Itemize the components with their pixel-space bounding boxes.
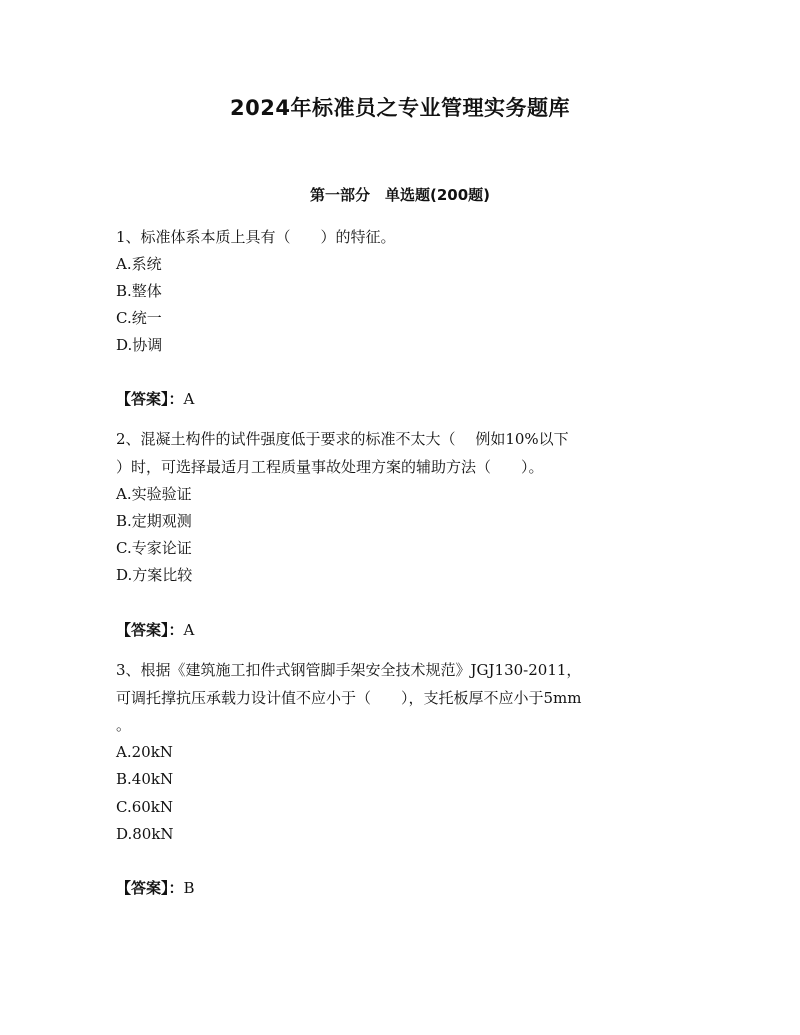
answer-value: A [183,390,195,408]
answer-label: 【答案】： [116,621,184,639]
question-3-stem-line-2: 可调托撑抗压承载力设计值不应小于（ ），支托板厚不应小于5mm [116,689,582,707]
question-3-option-d: D.80kN [116,825,174,843]
question-2-answer [116,618,194,642]
question-1-answer [116,387,194,411]
section-title: 第一部分 单选题(200题) [309,186,491,204]
question-3-stem-line-1: 3、根据《建筑施工扣件式钢管脚手架安全技术规范》JGJ130-2011， [116,661,582,679]
question-2-option-c: C.专家论证 [116,539,192,557]
question-1-option-c: C.统一 [116,309,162,327]
question-3-stem-line-3: 。 [116,716,132,734]
answer-label: 【答案】： [116,879,184,897]
question-3-option-a: A.20kN [116,743,173,761]
question-2-stem-line-1: 2、混凝土构件的试件强度低于要求的标准不太大（ 例如10%以下 [116,430,569,448]
question-1-option-b: B.整体 [116,282,162,300]
question-2-option-d: D.方案比较 [116,566,193,584]
question-1-option-d: D.协调 [116,336,163,354]
question-3-option-c: C.60kN [116,798,174,816]
question-2-stem-line-2: ）时，可选择最适月工程质量事故处理方案的辅助方法（ ）。 [116,458,544,476]
answer-label: 【答案】： [116,390,184,408]
question-3-answer [116,876,195,900]
answer-value: B [183,879,195,897]
document-title: 2024年标准员之专业管理实务题库 [230,96,570,120]
question-1-stem-line-1: 1、标准体系本质上具有（ ）的特征。 [116,228,396,246]
question-2-option-b: B.定期观测 [116,512,192,530]
answer-value: A [183,621,195,639]
question-1-option-a: A.系统 [116,255,162,273]
question-3-option-b: B.40kN [116,770,174,788]
question-2-option-a: A.实验验证 [116,485,192,503]
